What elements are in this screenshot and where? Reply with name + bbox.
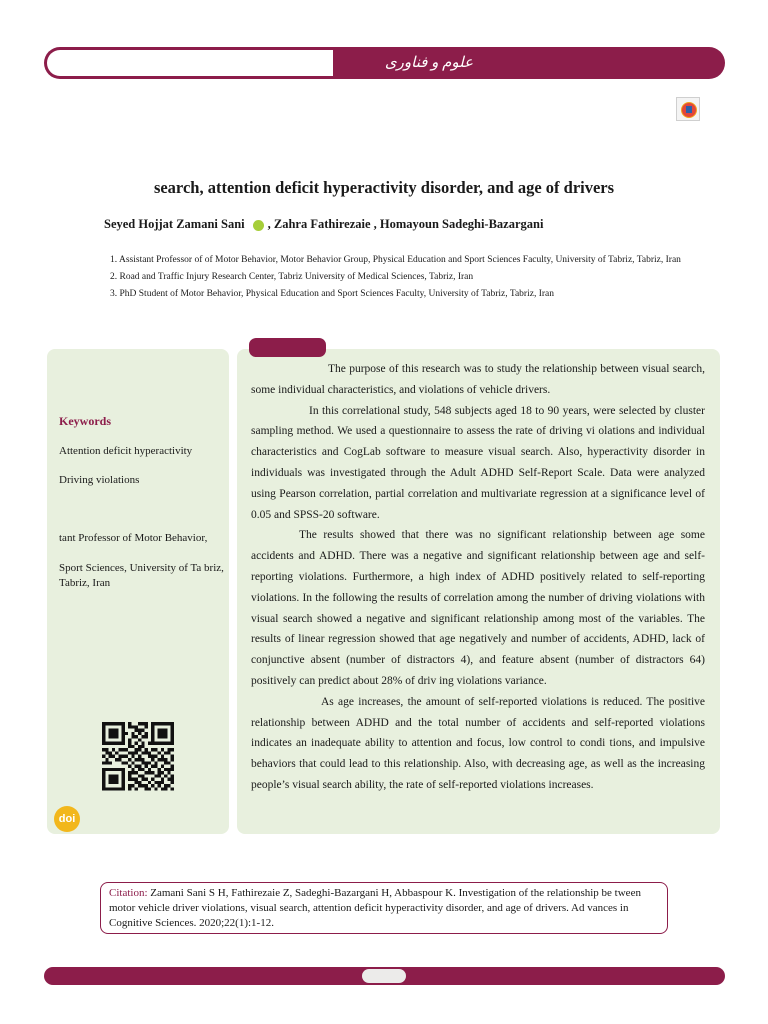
qr-cell <box>138 732 141 735</box>
qr-cell <box>151 725 154 728</box>
qr-cell <box>128 778 131 781</box>
qr-cell <box>135 725 138 728</box>
qr-cell <box>158 768 161 771</box>
qr-cell <box>105 768 108 771</box>
qr-cell <box>171 722 174 725</box>
qr-cell <box>112 735 115 738</box>
qr-cell <box>102 725 105 728</box>
qr-cell <box>112 755 115 758</box>
qr-cell <box>151 771 154 774</box>
affiliations <box>110 252 690 303</box>
qr-cell <box>128 758 131 761</box>
corresponding-author-affiliation: Sport Sciences, University of Ta briz, Tabriz, Iran <box>59 562 224 589</box>
qr-cell <box>131 725 134 728</box>
citation-box <box>100 882 668 934</box>
qr-cell <box>138 738 141 741</box>
qr-cell <box>164 735 167 738</box>
qr-cell <box>128 787 131 790</box>
qr-cell <box>105 722 108 725</box>
qr-cell <box>141 729 144 732</box>
qr-cell <box>148 755 151 758</box>
qr-cell <box>161 755 164 758</box>
qr-cell <box>141 758 144 761</box>
qr-cell <box>128 745 131 748</box>
qr-cell <box>135 781 138 784</box>
qr-cell <box>131 735 134 738</box>
qr-cell <box>128 742 131 745</box>
qr-cell <box>105 742 108 745</box>
qr-cell <box>115 768 118 771</box>
qr-cell <box>122 781 125 784</box>
qr-cell <box>164 729 167 732</box>
qr-cell <box>112 768 115 771</box>
qr-cell <box>154 765 157 768</box>
qr-cell <box>164 761 167 764</box>
qr-cell <box>164 732 167 735</box>
qr-cell <box>145 725 148 728</box>
qr-cell <box>167 771 170 774</box>
qr-cell <box>105 751 108 754</box>
qr-cell <box>128 765 131 768</box>
qr-cell <box>154 781 157 784</box>
qr-cell <box>145 761 148 764</box>
qr-cell <box>109 778 112 781</box>
qr-cell <box>167 784 170 787</box>
qr-cell <box>171 781 174 784</box>
qr-cell <box>158 735 161 738</box>
qr-cell <box>158 771 161 774</box>
qr-cell <box>148 768 151 771</box>
qr-cell <box>138 774 141 777</box>
qr-cell <box>112 742 115 745</box>
qr-cell <box>125 761 128 764</box>
qr-cell <box>145 784 148 787</box>
qr-cell <box>138 729 141 732</box>
qr-cell <box>109 742 112 745</box>
qr-cell <box>102 787 105 790</box>
qr-cell <box>161 742 164 745</box>
qr-cell <box>138 748 141 751</box>
qr-cell <box>135 771 138 774</box>
qr-cell <box>158 758 161 761</box>
qr-cell <box>164 742 167 745</box>
qr-cell <box>171 765 174 768</box>
qr-cell <box>164 784 167 787</box>
qr-cell <box>118 722 121 725</box>
qr-cell <box>167 742 170 745</box>
qr-cell <box>145 778 148 781</box>
article-title: search, attention deficit hyperactivity disorder, and age of drivers <box>153 178 615 197</box>
qr-cell <box>102 748 105 751</box>
qr-cell <box>141 735 144 738</box>
qr-cell <box>145 765 148 768</box>
qr-cell <box>102 768 105 771</box>
qr-cell <box>118 748 121 751</box>
qr-cell <box>164 768 167 771</box>
qr-cell <box>109 735 112 738</box>
qr-cell <box>158 722 161 725</box>
qr-cell <box>122 725 125 728</box>
qr-cell <box>102 722 105 725</box>
qr-cell <box>167 768 170 771</box>
qr-cell <box>167 778 170 781</box>
qr-cell <box>115 787 118 790</box>
qr-cell <box>122 729 125 732</box>
qr-cell <box>115 751 118 754</box>
abstract-tab <box>249 338 326 357</box>
qr-cell <box>131 745 134 748</box>
qr-cell <box>154 748 157 751</box>
qr-cell <box>151 778 154 781</box>
journal-header-band <box>44 47 725 79</box>
qr-cell <box>115 781 118 784</box>
qr-cell <box>131 751 134 754</box>
qr-cell <box>141 751 144 754</box>
qr-cell <box>109 729 112 732</box>
qr-cell <box>141 742 144 745</box>
affiliation-1: 1. Assistant Professor of of Motor Behavior, Motor Behavior Group, Physical Education and Sport Sciences Faculty, University of Tabriz, Tabriz, Iran <box>110 255 681 265</box>
qr-cell <box>171 748 174 751</box>
keywords-heading: Keywords <box>59 414 111 428</box>
qr-cell <box>154 742 157 745</box>
qr-cell <box>125 732 128 735</box>
qr-cell <box>171 778 174 781</box>
qr-cell <box>131 784 134 787</box>
qr-cell <box>112 729 115 732</box>
qr-cell <box>118 768 121 771</box>
qr-cell <box>128 751 131 754</box>
qr-cell <box>151 755 154 758</box>
qr-cell <box>161 732 164 735</box>
qr-code[interactable] <box>102 722 174 794</box>
qr-cell <box>167 751 170 754</box>
abstract-results: The results showed that there was no significant relationship between age some accidents and ADHD. There was a negative and significant relationship between age and self-reporting violations. Furthermore, a high index of ADHD positively related to self-reporting violations. In the following the results of correlation among the number of driving violations with visual search showed a negative and significant relationship among most of the variables. The results of linear regression showed that age negatively and number of accidents, ADHD, lack of conjunctive absent (number of distractors 4), and feature absent (number of distractors 64) positively can predict about 28% of driv ing violations variance. <box>251 529 705 687</box>
qr-cell <box>151 748 154 751</box>
abstract-body <box>251 359 705 796</box>
citation-text: Zamani Sani S H, Fathirezaie Z, Sadeghi-Bazargani H, Abbaspour K. Investigation of the relationship be tween motor vehicle driver violations, visual search, attention deficit hyperactivity disorder, and age of drivers. Ad vances in Cognitive Sciences. 2020;22(1):1-12. <box>109 887 641 929</box>
qr-cell <box>171 755 174 758</box>
qr-cell <box>105 761 108 764</box>
qr-cell <box>131 778 134 781</box>
qr-cell <box>158 781 161 784</box>
qr-cell <box>164 722 167 725</box>
qr-cell <box>135 751 138 754</box>
qr-cell <box>154 722 157 725</box>
qr-cell <box>171 768 174 771</box>
qr-cell <box>115 735 118 738</box>
qr-cell <box>115 778 118 781</box>
qr-cell <box>105 748 108 751</box>
qr-cell <box>102 742 105 745</box>
qr-cell <box>161 778 164 781</box>
qr-cell <box>135 729 138 732</box>
qr-cell <box>109 732 112 735</box>
qr-cell <box>128 774 131 777</box>
qr-cell <box>151 722 154 725</box>
keyword-1: Attention deficit hyperactivity <box>59 445 193 457</box>
crossmark-icon[interactable] <box>676 97 700 121</box>
qr-cell <box>109 774 112 777</box>
qr-cell <box>164 758 167 761</box>
qr-cell <box>141 722 144 725</box>
qr-cell <box>151 732 154 735</box>
qr-cell <box>161 722 164 725</box>
qr-cell <box>115 758 118 761</box>
qr-cell <box>151 738 154 741</box>
qr-cell <box>135 748 138 751</box>
qr-cell <box>122 742 125 745</box>
qr-cell <box>131 761 134 764</box>
qr-cell <box>158 774 161 777</box>
qr-cell <box>102 738 105 741</box>
qr-cell <box>112 748 115 751</box>
qr-cell <box>122 771 125 774</box>
qr-cell <box>115 722 118 725</box>
author-list <box>104 217 543 232</box>
qr-cell <box>161 758 164 761</box>
qr-cell <box>154 774 157 777</box>
qr-cell <box>154 787 157 790</box>
citation-label: Citation: <box>109 887 148 899</box>
qr-cell <box>115 729 118 732</box>
qr-cell <box>122 755 125 758</box>
journal-logo: ﻋﻠﻮﻡ ﻭ ﻓﻨﺎﻭﺭی <box>384 55 474 71</box>
qr-cell <box>138 765 141 768</box>
qr-cell <box>122 748 125 751</box>
qr-cell <box>161 735 164 738</box>
qr-cell <box>151 742 154 745</box>
qr-cell <box>105 758 108 761</box>
keyword-2: Driving violations <box>59 474 140 486</box>
qr-cell <box>112 774 115 777</box>
qr-cell <box>112 722 115 725</box>
qr-cell <box>128 725 131 728</box>
qr-cell <box>161 781 164 784</box>
qr-cell <box>171 738 174 741</box>
qr-cell <box>125 748 128 751</box>
qr-cell <box>161 771 164 774</box>
qr-cell <box>171 735 174 738</box>
qr-cell <box>171 774 174 777</box>
qr-cell <box>112 787 115 790</box>
qr-cell <box>122 774 125 777</box>
qr-cell <box>148 781 151 784</box>
qr-cell <box>164 787 167 790</box>
qr-cell <box>135 765 138 768</box>
qr-cell <box>115 742 118 745</box>
qr-cell <box>128 771 131 774</box>
qr-cell <box>118 787 121 790</box>
qr-cell <box>154 761 157 764</box>
qr-cell <box>115 732 118 735</box>
qr-cell <box>122 722 125 725</box>
qr-cell <box>109 722 112 725</box>
qr-cell <box>122 778 125 781</box>
corresponding-author-role: tant Professor of Motor Behavior, <box>59 532 208 544</box>
qr-cell <box>102 778 105 781</box>
qr-cell <box>141 784 144 787</box>
qr-cell <box>145 735 148 738</box>
qr-cell <box>161 765 164 768</box>
qr-cell <box>118 755 121 758</box>
qr-cell <box>128 784 131 787</box>
qr-cell <box>141 745 144 748</box>
qr-cell <box>158 784 161 787</box>
qr-cell <box>164 774 167 777</box>
qr-cell <box>141 778 144 781</box>
qr-cell <box>109 768 112 771</box>
qr-cell <box>164 751 167 754</box>
qr-cell <box>138 745 141 748</box>
qr-cell <box>148 771 151 774</box>
qr-cell <box>122 735 125 738</box>
qr-cell <box>118 758 121 761</box>
qr-cell <box>109 787 112 790</box>
qr-cell <box>158 732 161 735</box>
qr-cell <box>115 774 118 777</box>
qr-cell <box>171 758 174 761</box>
qr-cell <box>145 732 148 735</box>
qr-cell <box>102 755 105 758</box>
qr-cell <box>141 761 144 764</box>
qr-cell <box>118 742 121 745</box>
qr-cell <box>102 732 105 735</box>
qr-cell <box>145 748 148 751</box>
qr-cell <box>138 781 141 784</box>
qr-cell <box>154 755 157 758</box>
qr-cell <box>122 732 125 735</box>
qr-cell <box>102 761 105 764</box>
qr-cell <box>125 755 128 758</box>
qr-cell <box>158 751 161 754</box>
qr-cell <box>151 784 154 787</box>
qr-cell <box>131 755 134 758</box>
qr-cell <box>161 748 164 751</box>
qr-cell <box>102 784 105 787</box>
qr-cell <box>151 735 154 738</box>
qr-cell <box>102 771 105 774</box>
qr-cell <box>112 778 115 781</box>
qr-cell <box>102 735 105 738</box>
qr-cell <box>109 751 112 754</box>
qr-cell <box>145 751 148 754</box>
qr-cell <box>131 768 134 771</box>
qr-cell <box>171 729 174 732</box>
qr-cell <box>138 722 141 725</box>
qr-cell <box>131 771 134 774</box>
header-cap <box>47 50 333 76</box>
qr-cell <box>109 755 112 758</box>
qr-cell <box>148 742 151 745</box>
qr-cell <box>138 768 141 771</box>
qr-cell <box>151 758 154 761</box>
qr-cell <box>131 732 134 735</box>
qr-cell <box>148 787 151 790</box>
qr-cell <box>171 732 174 735</box>
qr-cell <box>171 787 174 790</box>
qr-cell <box>135 758 138 761</box>
qr-cell <box>105 787 108 790</box>
qr-cell <box>145 722 148 725</box>
qr-cell <box>109 781 112 784</box>
qr-cell <box>122 768 125 771</box>
qr-cell <box>161 729 164 732</box>
qr-cell <box>128 722 131 725</box>
qr-cell <box>135 735 138 738</box>
qr-cell <box>102 774 105 777</box>
qr-cell <box>122 784 125 787</box>
qr-cell <box>138 758 141 761</box>
author-first: Seyed Hojjat Zamani Sani <box>104 217 245 231</box>
qr-cell <box>138 784 141 787</box>
qr-cell <box>141 768 144 771</box>
qr-cell <box>141 774 144 777</box>
page-number-pill <box>362 969 406 983</box>
author-rest: , Zahra Fathirezaie , Homayoun Sadeghi-Bazargani <box>267 217 544 231</box>
qr-cell <box>135 787 138 790</box>
doi-icon[interactable]: doi <box>54 806 80 832</box>
affiliation-2: 2. Road and Traffic Injury Research Center, Tabriz University of Medical Sciences, Tabriz, Iran <box>110 272 474 282</box>
qr-cell <box>145 771 148 774</box>
qr-cell <box>167 761 170 764</box>
qr-cell <box>158 742 161 745</box>
qr-cell <box>167 722 170 725</box>
qr-cell <box>102 781 105 784</box>
qr-cell <box>102 729 105 732</box>
qr-cell <box>135 778 138 781</box>
qr-cell <box>148 761 151 764</box>
qr-cell <box>109 761 112 764</box>
qr-cell <box>112 732 115 735</box>
qr-cell <box>145 787 148 790</box>
qr-cell <box>161 787 164 790</box>
qr-cell <box>171 742 174 745</box>
qr-cell <box>151 729 154 732</box>
qr-cell <box>151 765 154 768</box>
qr-cell <box>112 781 115 784</box>
qr-cell <box>122 761 125 764</box>
qr-cell <box>158 729 161 732</box>
qr-cell <box>167 748 170 751</box>
qr-cell <box>122 787 125 790</box>
qr-cell <box>138 755 141 758</box>
abstract-conclusion: As age increases, the amount of self-reported violations is reduced. The positive relationship between ADHD and the total number of accidents and self-reported violations indicates an inadequate ability to attention and focus, low control to condi tions, and impulsive behaviors that could lead to this relationship. Also, with decreasing age, as well as the increasing people’s visual search ability, the rate of self-reported violations increases. <box>251 695 705 791</box>
orcid-icon[interactable] <box>253 220 264 231</box>
qr-cell <box>135 742 138 745</box>
qr-cell <box>148 751 151 754</box>
qr-cell <box>122 738 125 741</box>
abstract-methods: In this correlational study, 548 subjects aged 18 to 90 years, were selected by cluster sampling method. We used a questionnaire to assess the rate of driving vi olations and individual characteristics and CogLab software to measure visual search. Also, hyperactivity disorder in individuals was investigated through the Adult ADHD Self-Report Scale. Data were analyzed using Pearson correlation, partial correlation and multivariate regression at a significance level of 0.05 and SPSS-20 software. <box>251 404 705 521</box>
abstract-objective: The purpose of this research was to study the relationship between visual search, some individual characteristics, and violations of vehicle drivers. <box>251 363 705 396</box>
affiliation-3: 3. PhD Student of Motor Behavior, Physical Education and Sport Sciences Faculty, University of Tabriz, Tabriz, Iran <box>110 289 554 299</box>
qr-cell <box>171 725 174 728</box>
qr-cell <box>128 738 131 741</box>
